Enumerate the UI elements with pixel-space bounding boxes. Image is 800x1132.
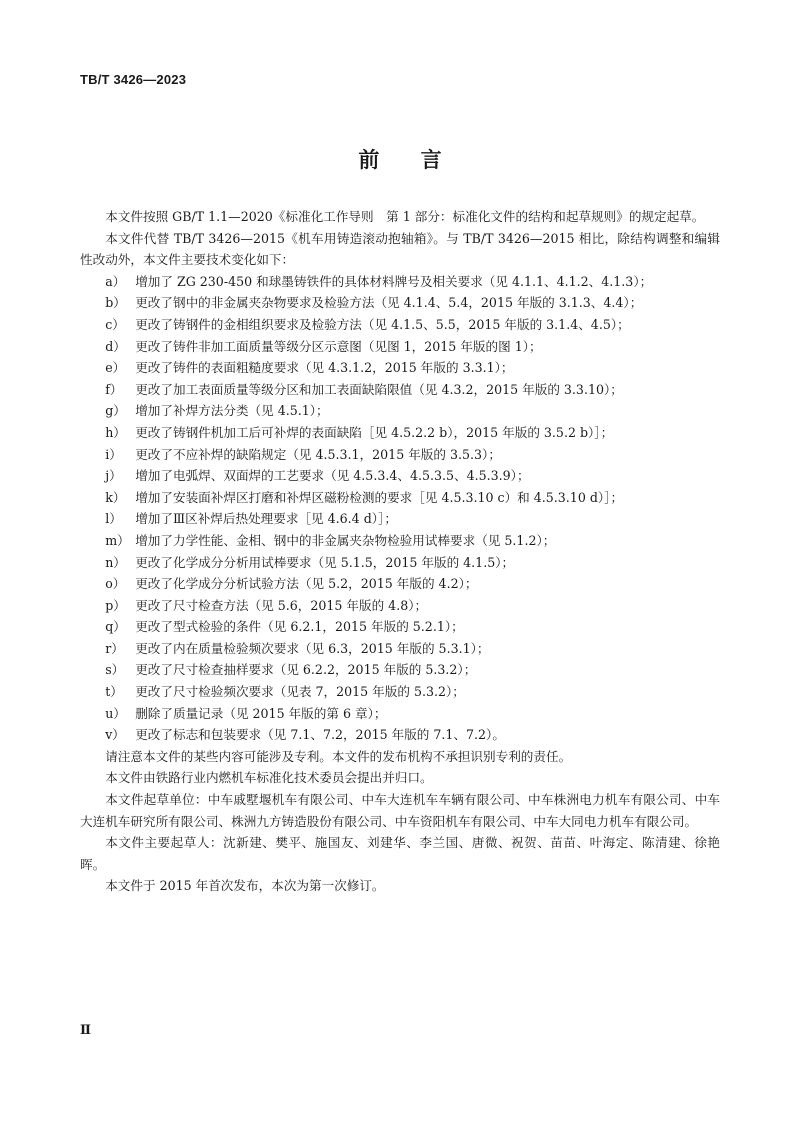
list-item-mark: g）: [105, 403, 126, 419]
list-item-text: 更改了尺寸检查方法（见 5.6，2015 年版的 4.8）；: [135, 597, 428, 613]
list-item-mark: m）: [105, 532, 130, 548]
list-item: [80, 616, 720, 638]
list-item: [80, 357, 720, 379]
paragraph-drafting-rules: 本文件按照 GB/T 1.1—2020《标准化工作导则 第 1 部分：标准化文件的结构和起草规则》的规定起草。: [105, 209, 705, 224]
list-item: [80, 400, 720, 422]
paragraph-publication-history: 本文件于 2015 年首次发布，本次为第一次修订。: [105, 878, 385, 894]
list-item-mark: r）: [105, 640, 124, 656]
paragraph-drafting-units: 本文件起草单位：中车戚墅堰机车有限公司、中车大连机车车辆有限公司、中车株洲电力机车有限公司、中车大连机车研究所有限公司、株洲九方铸造股份有限公司、中车资阳机车有限公司、中车大同电力机车有限公司。: [80, 792, 720, 829]
paragraph-drafters: 本文件主要起草人：沈新建、樊平、施国友、刘建华、李兰国、唐微、祝贺、苗苗、叶海定、陈清建、徐艳晖。: [80, 835, 720, 872]
list-item-mark: o）: [105, 576, 126, 592]
list-item-mark: l）: [105, 511, 122, 527]
paragraph-replacement: 本文件代替 TB/T 3426—2015《机车用铸造滚动抱轴箱》。与 TB/T 3426—2015 相比，除结构调整和编辑性改动外，本文件主要技术变化如下：: [80, 230, 720, 268]
list-item: [80, 292, 720, 314]
list-item: [80, 508, 720, 530]
list-item-mark: h）: [105, 424, 126, 440]
list-item-text: 更改了铸件的表面粗糙度要求（见 4.3.1.2，2015 年版的 3.3.1）；: [135, 360, 514, 376]
list-item-mark: v）: [105, 727, 125, 743]
list-item-mark: a）: [105, 273, 126, 289]
list-item-text: 更改了加工表面质量等级分区和加工表面缺陷限值（见 4.3.2，2015 年版的 3.3.10）；: [135, 381, 623, 397]
list-item-text: 更改了铸钢件机加工后可补焊的表面缺陷［见 4.5.2.2 b），2015 年版的 3.5.2 b）］；: [135, 424, 614, 440]
list-item-mark: b）: [105, 295, 126, 311]
list-item-text: 增加了 ZG 230-450 和球墨铸铁件的具体材料牌号及相关要求（见 4.1.1、4.1.2、4.1.3）；: [135, 273, 653, 289]
list-item-text: 增加了Ⅲ区补焊后热处理要求［见 4.6.4 d）］；: [135, 511, 397, 527]
list-item-text: 更改了铸钢件的金相组织要求及检验方法（见 4.1.5、5.5，2015 年版的 3.1.4、4.5）；: [135, 316, 630, 332]
list-item-text: 更改了型式检验的条件（见 6.2.1，2015 年版的 5.2.1）；: [135, 619, 464, 635]
list-item: [80, 336, 720, 358]
list-item-mark: f）: [105, 381, 123, 397]
list-item: [80, 681, 720, 703]
paragraph-proposer: 本文件由铁路行业内燃机车标准化技术委员会提出并归口。: [105, 770, 433, 786]
list-item: [80, 271, 720, 293]
list-item-mark: k）: [105, 489, 126, 505]
list-item-text: 更改了尺寸检查抽样要求（见 6.2.2，2015 年版的 5.3.2）；: [135, 662, 477, 678]
list-item-text: 更改了不应补焊的缺陷规定（见 4.5.3.1，2015 年版的 3.5.3）；: [135, 446, 501, 462]
list-item: [80, 703, 720, 725]
list-item: [80, 444, 720, 466]
list-item-text: 删除了质量记录（见 2015 年版的第 6 章）；: [135, 705, 387, 721]
list-item: [80, 659, 720, 681]
list-item-text: 更改了钢中的非金属夹杂物要求及检验方法（见 4.1.4、5.4，2015 年版的 3.1.3、4.4）；: [135, 295, 643, 311]
list-item-text: 更改了化学成分分析用试棒要求（见 5.1.5，2015 年版的 4.1.5）；: [135, 554, 515, 570]
list-item-mark: p）: [105, 597, 126, 613]
list-item: [80, 487, 720, 509]
list-item-text: 更改了化学成分分析试验方法（见 5.2，2015 年版的 4.2）；: [135, 576, 478, 592]
list-item-text: 增加了力学性能、金相、钢中的非金属夹杂物检验用试棒要求（见 5.1.2）；: [135, 532, 556, 548]
list-item: [80, 552, 720, 574]
list-item-mark: j）: [105, 468, 122, 484]
page-title: 前 言: [358, 148, 442, 172]
list-item-mark: t）: [105, 684, 123, 700]
list-item-mark: n）: [105, 554, 126, 570]
list-item: [80, 465, 720, 487]
list-item-mark: i）: [105, 446, 122, 462]
list-item: [80, 638, 720, 660]
list-item-mark: u）: [105, 705, 126, 721]
list-item: [80, 314, 720, 336]
list-item-text: 增加了补焊方法分类（见 4.5.1）；: [135, 403, 329, 419]
foreword-body: [80, 206, 720, 897]
list-item-text: 增加了电弧焊、双面焊的工艺要求（见 4.5.3.4、4.5.3.5、4.5.3.9）；: [135, 468, 530, 484]
changes-list: [80, 271, 720, 746]
list-item-mark: d）: [105, 338, 126, 354]
list-item: [80, 379, 720, 401]
paragraph-patent-notice: 请注意本文件的某些内容可能涉及专利。本文件的发布机构不承担识别专利的责任。: [105, 748, 572, 764]
standard-code-header: TB/T 3426—2023: [80, 72, 187, 87]
list-item-mark: q）: [105, 619, 126, 635]
list-item-mark: s）: [105, 662, 125, 678]
list-item-text: 更改了内在质量检验频次要求（见 6.3，2015 年版的 5.3.1）；: [135, 640, 490, 656]
list-item: [80, 530, 720, 552]
page-number: Ⅱ: [80, 1022, 91, 1037]
list-item: [80, 422, 720, 444]
list-item: [80, 724, 720, 746]
list-item-mark: c）: [105, 316, 125, 332]
list-item-text: 更改了尺寸检验频次要求（见表 7，2015 年版的 5.3.2）；: [135, 684, 465, 700]
list-item-mark: e）: [105, 360, 126, 376]
list-item-text: 更改了铸件非加工面质量等级分区示意图（见图 1，2015 年版的图 1）；: [135, 338, 542, 354]
list-item: [80, 595, 720, 617]
list-item-text: 更改了标志和包装要求（见 7.1、7.2，2015 年版的 7.1、7.2）。: [135, 727, 505, 743]
list-item-text: 增加了安装面补焊区打磨和补焊区磁粉检测的要求［见 4.5.3.10 c）和 4.5.3.10 d）］；: [135, 489, 624, 505]
list-item: [80, 573, 720, 595]
